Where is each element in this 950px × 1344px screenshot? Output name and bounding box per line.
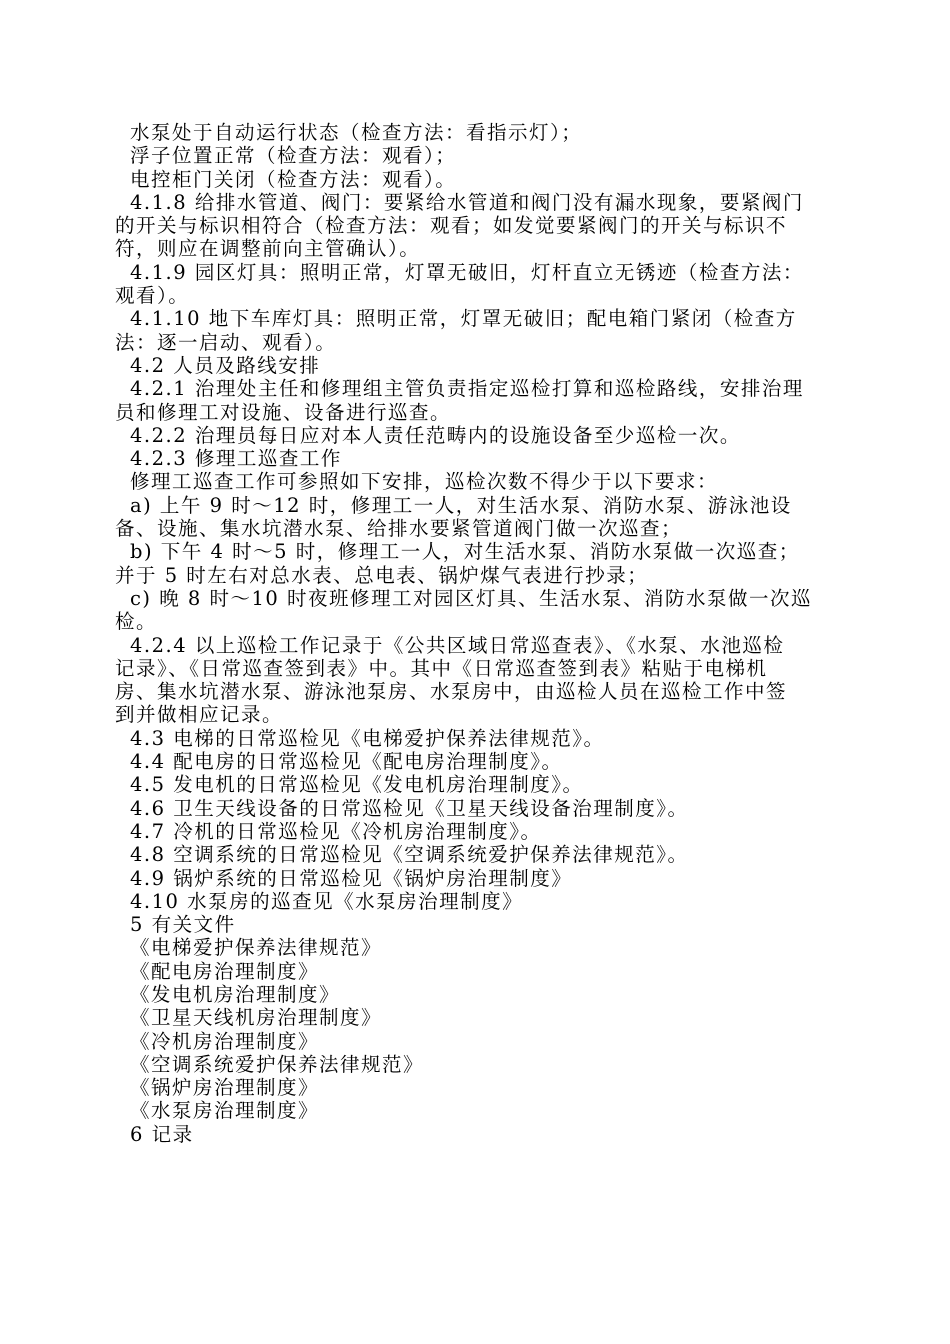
document-line: 4.1.10 地下车库灯具：照明正常，灯罩无破旧；配电箱门紧闭（检查方 bbox=[130, 307, 797, 331]
document-line: 4.8 空调系统的日常巡检见《空调系统爱护保养法律规范》。 bbox=[130, 843, 689, 867]
document-line: 4.9 锅炉系统的日常巡检见《锅炉房治理制度》 bbox=[130, 866, 573, 890]
document-line: 《锅炉房治理制度》 bbox=[130, 1076, 320, 1100]
document-line: 备、设施、集水坑潜水泵、给排水要紧管道阀门做一次巡查； bbox=[115, 517, 683, 541]
document-line: 检。 bbox=[115, 610, 158, 634]
document-line: 《配电房治理制度》 bbox=[130, 959, 320, 983]
document-line: 4.2.3 修理工巡查工作 bbox=[130, 447, 342, 471]
document-line: 《发电机房治理制度》 bbox=[130, 982, 341, 1006]
document-line: 房、集水坑潜水泵、游泳池泵房、水泵房中，由巡检人员在巡检工作中签 bbox=[115, 680, 788, 704]
document-line: 员和修理工对设施、设备进行巡查。 bbox=[115, 400, 452, 424]
document-line: 记录》、《日常巡查签到表》中。其中《日常巡查签到表》粘贴于电梯机 bbox=[115, 656, 768, 680]
document-line: 4.10 水泵房的巡查见《水泵房治理制度》 bbox=[130, 889, 524, 913]
document-line: 4.7 冷机的日常巡检见《冷机房治理制度》。 bbox=[130, 819, 542, 843]
document-line: a) 上午 9 时～12 时，修理工一人，对生活水泵、消防水泵、游泳池设 bbox=[130, 493, 792, 517]
document-line: 6 记录 bbox=[130, 1122, 194, 1146]
document-line: 《冷机房治理制度》 bbox=[130, 1029, 320, 1053]
document-line: 4.2.4 以上巡检工作记录于《公共区域日常巡查表》、《水泵、水池巡检 bbox=[130, 633, 785, 657]
document-line: 《电梯爱护保养法律规范》 bbox=[130, 936, 383, 960]
document-line: 4.5 发电机的日常巡检见《发电机房治理制度》。 bbox=[130, 773, 584, 797]
document-line: 4.2 人员及路线安排 bbox=[130, 353, 321, 377]
document-line: 观看）。 bbox=[115, 284, 190, 308]
document-line: 《水泵房治理制度》 bbox=[130, 1099, 320, 1123]
document-line: 水泵处于自动运行状态（检查方法：看指示灯）； bbox=[130, 121, 583, 144]
document-line: 并于 5 时左右对总水表、总电表、锅炉煤气表进行抄录； bbox=[115, 563, 649, 587]
document-line: 4.1.8 给排水管道、阀门：要紧给水管道和阀门没有漏水现象，要紧阀门 bbox=[130, 190, 804, 214]
document-line: 浮子位置正常（检查方法：观看）； bbox=[130, 144, 457, 168]
document-line: 4.2.1 治理处主任和修理组主管负责指定巡检打算和巡检路线，安排治理 bbox=[130, 377, 804, 401]
document-line: 电控柜门关闭（检查方法：观看）。 bbox=[130, 167, 457, 191]
document-line: 《卫星天线机房治理制度》 bbox=[130, 1006, 383, 1030]
document-line: 的开关与标识相符合（检查方法：观看；如发觉要紧阀门的开关与标识不 bbox=[115, 214, 788, 238]
document-line: 4.6 卫生天线设备的日常巡检见《卫星天线设备治理制度》。 bbox=[130, 796, 689, 820]
document-line: 到并做相应记录。 bbox=[115, 703, 284, 727]
document-line: 4.2.2 治理员每日应对本人责任范畴内的设施设备至少巡检一次。 bbox=[130, 423, 741, 447]
document-line: 4.1.9 园区灯具：照明正常，灯罩无破旧，灯杆直立无锈迹（检查方法： bbox=[130, 260, 804, 284]
document-line: 4.3 电梯的日常巡检见《电梯爱护保养法律规范》。 bbox=[130, 726, 605, 750]
document-line: 修理工巡查工作可参照如下安排，巡检次数不得少于以下要求： bbox=[130, 470, 719, 494]
document-line: 法：逐一启动、观看）。 bbox=[115, 330, 337, 354]
document-line: 4.4 配电房的日常巡检见《配电房治理制度》。 bbox=[130, 750, 563, 774]
document-body bbox=[115, 121, 835, 1146]
document-line: 《空调系统爱护保养法律规范》 bbox=[130, 1052, 425, 1076]
document-line: 符，则应在调整前向主管确认）。 bbox=[115, 237, 421, 261]
document-line: 5 有关文件 bbox=[130, 913, 236, 937]
document-line: c) 晚 8 时～10 时夜班修理工对园区灯具、生活水泵、消防水泵做一次巡 bbox=[130, 586, 813, 610]
document-line: b) 下午 4 时～5 时，修理工一人，对生活水泵、消防水泵做一次巡查； bbox=[130, 540, 800, 564]
